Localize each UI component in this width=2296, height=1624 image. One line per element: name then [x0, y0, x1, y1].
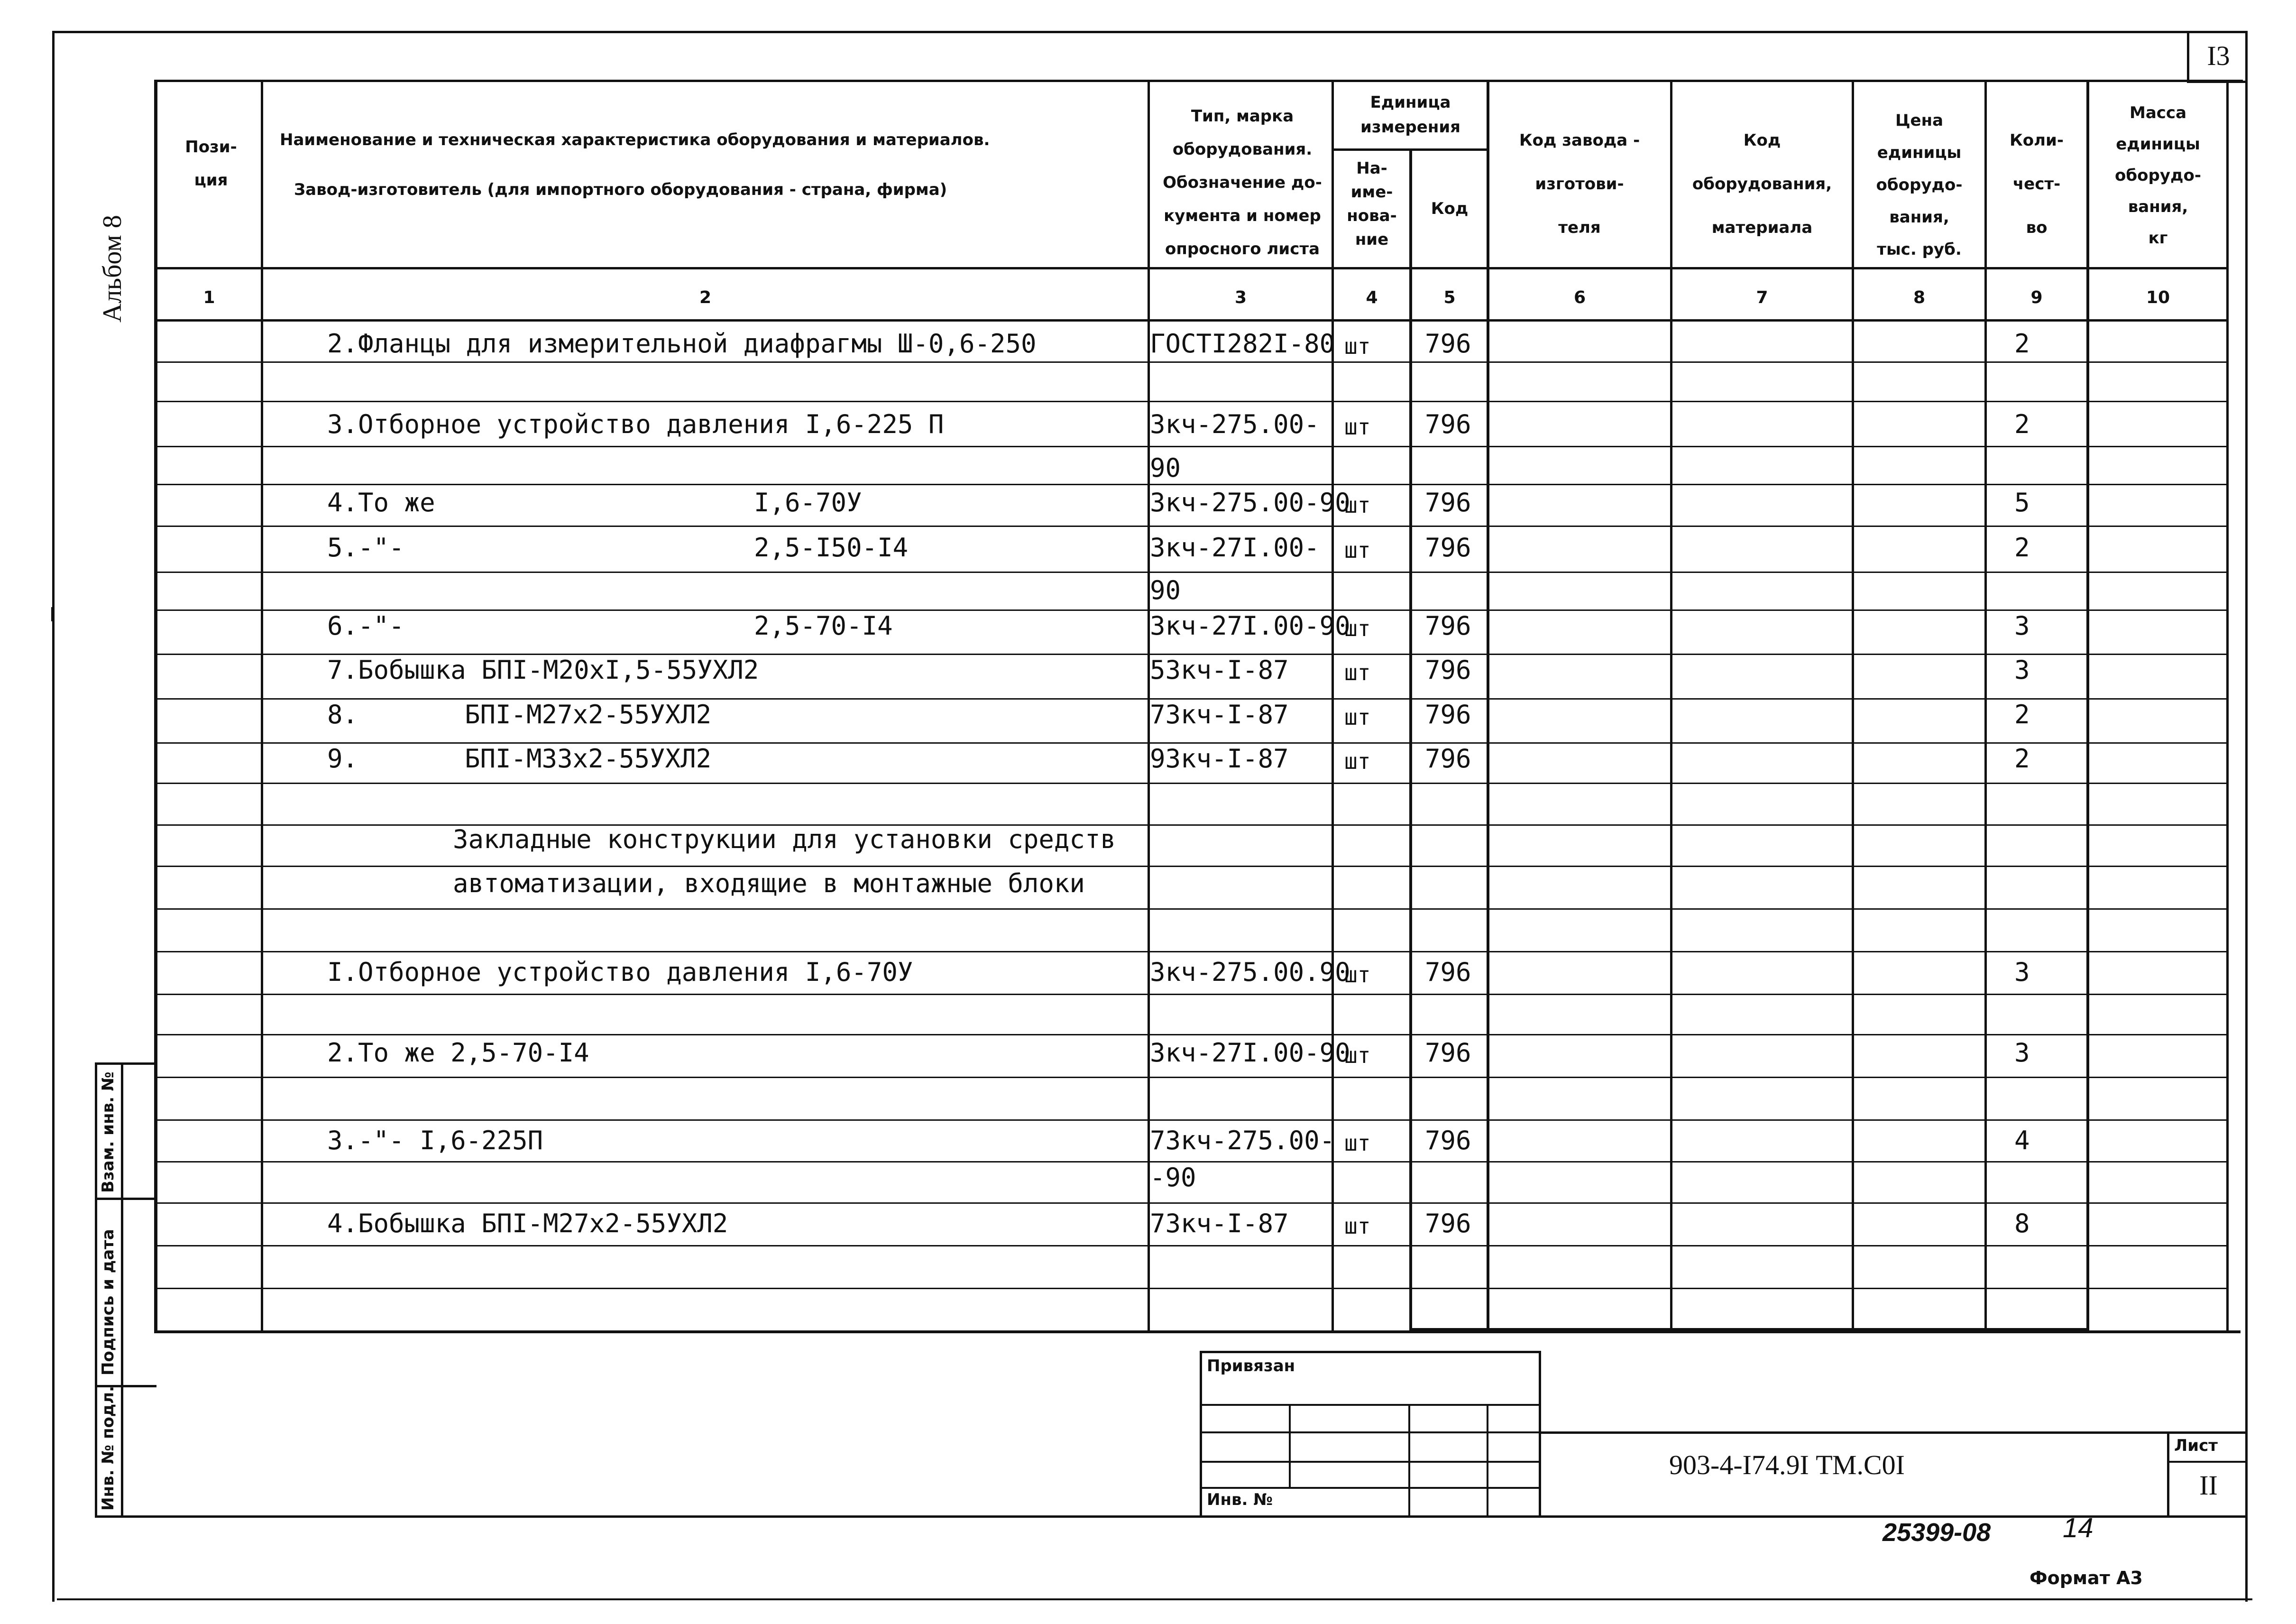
row-9-code: 796 — [1425, 957, 1471, 987]
page-handwritten: 14 — [2063, 1513, 2094, 1543]
row-4-name: 6.-"- — [327, 611, 404, 641]
row-5-qty: 3 — [2014, 655, 2030, 685]
row-1-doc: 3кч-275.00- — [1150, 409, 1320, 439]
row-10-qty: 3 — [2014, 1038, 2030, 1068]
row-10-doc: 3кч-27I.00-90 — [1150, 1038, 1350, 1068]
colnum-9: 9 — [2030, 288, 2043, 307]
row-3-name: 5.-"- — [327, 533, 404, 563]
privyazan-label: Привязан — [1207, 1356, 1295, 1375]
format-label: Формат А3 — [2030, 1568, 2143, 1588]
row-6-code: 796 — [1425, 700, 1471, 729]
row-0-name: 2.Фланцы для измерительной диафрагмы Ш-0,6-250 — [327, 329, 1037, 359]
row-4-qty: 3 — [2014, 611, 2030, 641]
header-equipment-code: Код оборудования, материала — [1692, 131, 1832, 237]
row-3-doc: 3кч-27I.00- — [1150, 533, 1320, 563]
row-7-doc: 93кч-I-87 — [1150, 744, 1289, 774]
header-factory-code: Код завода - изготови- теля — [1519, 131, 1640, 237]
colnum-2: 2 — [699, 288, 712, 307]
inv-no-label: Инв. № — [1207, 1490, 1273, 1509]
row-9-qty: 3 — [2014, 957, 2030, 987]
row-6-unit: шт — [1344, 704, 1371, 730]
archive-number: 25399-08 — [1883, 1518, 1991, 1547]
row-7-unit: шт — [1344, 748, 1371, 774]
row-4-doc: 3кч-27I.00-90 — [1150, 611, 1350, 641]
album-label: Альбом 8 — [98, 215, 127, 323]
bottom-rule — [57, 1598, 2252, 1600]
row-0-unit: шт — [1344, 333, 1371, 359]
row-2-spec: I,6-70У — [754, 488, 862, 517]
header-name-line1: Наименование и техническая характеристика оборудования и материалов. — [280, 130, 990, 149]
row-11-name: 3.-"- I,6-225П — [327, 1126, 543, 1155]
colnum-10: 10 — [2146, 288, 2170, 307]
row-7-name: 9. — [327, 744, 358, 774]
section-heading-line1: Закладные конструкции для установки средств — [453, 824, 1116, 854]
list-label: Лист — [2174, 1436, 2218, 1455]
row-12-code: 796 — [1425, 1209, 1471, 1238]
row-1-qty: 2 — [2014, 409, 2030, 439]
row-11-qty: 4 — [2014, 1126, 2030, 1155]
row-2-name: 4.То же — [327, 488, 435, 517]
row-1-name: 3.Отборное устройство давления I,6-225 П — [327, 409, 944, 439]
row-1-doc2: 90 — [1150, 453, 1181, 483]
row-2-doc: 3кч-275.00-90 — [1150, 488, 1350, 517]
colnum-4: 4 — [1366, 288, 1378, 307]
row-10-unit: шт — [1344, 1043, 1371, 1068]
row-4-unit: шт — [1344, 616, 1371, 641]
row-0-qty: 2 — [2014, 329, 2030, 359]
row-6-name: 8. — [327, 700, 358, 729]
header-unit-group: Единица измерения — [1360, 93, 1460, 137]
row-0-doc: ГОСТI282I-80 — [1150, 329, 1335, 359]
row-7-code: 796 — [1425, 744, 1471, 774]
row-2-unit: шт — [1344, 492, 1371, 518]
header-unit-code: Код — [1431, 199, 1469, 218]
colnum-8: 8 — [1913, 288, 1926, 307]
header-price: Цена единицы оборудо- вания, тыс. руб. — [1876, 111, 1963, 259]
row-7-spec: БПI-М33х2-55УХЛ2 — [465, 744, 712, 774]
row-6-spec: БПI-М27х2-55УХЛ2 — [465, 700, 712, 729]
stamp-podpis-data: Подпись и дата — [99, 1229, 118, 1375]
row-12-unit: шт — [1344, 1213, 1371, 1239]
row-11-code: 796 — [1425, 1126, 1471, 1155]
row-9-name: I.Отборное устройство давления I,6-70У — [327, 957, 913, 987]
row-5-unit: шт — [1344, 660, 1371, 685]
sheet-number: I3 — [2187, 31, 2248, 83]
row-3-spec: 2,5-I50-I4 — [754, 533, 909, 563]
row-9-doc: 3кч-275.00.90 — [1150, 957, 1350, 987]
header-name-line2: Завод-изготовитель (для импортного оборудования - страна, фирма) — [294, 180, 947, 199]
section-heading-line2: автоматизации, входящие в монтажные блоки — [453, 868, 1085, 898]
row-3-doc2: 90 — [1150, 575, 1181, 605]
stamp-inv-podl: Инв. № подл. — [99, 1385, 118, 1511]
colnum-5: 5 — [1443, 288, 1456, 307]
row-11-unit: шт — [1344, 1130, 1371, 1156]
row-5-code: 796 — [1425, 655, 1471, 685]
row-9-unit: шт — [1344, 962, 1371, 987]
row-11-doc2: -90 — [1150, 1163, 1196, 1192]
row-1-unit: шт — [1344, 414, 1371, 440]
row-4-spec: 2,5-70-I4 — [754, 611, 893, 641]
document-designation: 903-4-I74.9I ТМ.С0I — [1669, 1449, 1905, 1480]
row-6-doc: 73кч-I-87 — [1150, 700, 1289, 729]
row-4-code: 796 — [1425, 611, 1471, 641]
row-1-code: 796 — [1425, 409, 1471, 439]
row-3-code: 796 — [1425, 533, 1471, 563]
row-0-code: 796 — [1425, 329, 1471, 359]
list-number: II — [2199, 1470, 2218, 1501]
colnum-7: 7 — [1756, 288, 1768, 307]
row-12-doc: 73кч-I-87 — [1150, 1209, 1289, 1238]
colnum-3: 3 — [1234, 288, 1247, 307]
header-type: Тип, марка оборудования. Обозначение до- кумента и номер опросного листа — [1163, 107, 1322, 258]
colnum-6: 6 — [1573, 288, 1586, 307]
header-position: Пози- ция — [185, 138, 237, 190]
row-3-qty: 2 — [2014, 533, 2030, 563]
header-unit-name: На- име- нова- ние — [1347, 159, 1397, 249]
header-mass: Масса единицы оборудо- вания, кг — [2115, 103, 2201, 248]
row-6-qty: 2 — [2014, 700, 2030, 729]
row-2-code: 796 — [1425, 488, 1471, 517]
row-5-doc: 53кч-I-87 — [1150, 655, 1289, 685]
row-11-doc: 73кч-275.00- — [1150, 1126, 1335, 1155]
colnum-1: 1 — [203, 288, 215, 307]
stamp-vzam-inv: Взам. инв. № — [99, 1071, 118, 1193]
row-2-qty: 5 — [2014, 488, 2030, 517]
sheet-border — [52, 31, 2248, 1602]
row-12-name: 4.Бобышка БПI-М27х2-55УХЛ2 — [327, 1209, 728, 1238]
row-5-name: 7.Бобышка БПI-М20хI,5-55УХЛ2 — [327, 655, 759, 685]
row-12-qty: 8 — [2014, 1209, 2030, 1238]
row-7-qty: 2 — [2014, 744, 2030, 774]
margin-tick — [51, 607, 53, 621]
header-qty: Коли- чест- во — [2010, 131, 2064, 237]
row-10-name: 2.То же 2,5-70-I4 — [327, 1038, 589, 1068]
row-10-code: 796 — [1425, 1038, 1471, 1068]
row-3-unit: шт — [1344, 537, 1371, 563]
